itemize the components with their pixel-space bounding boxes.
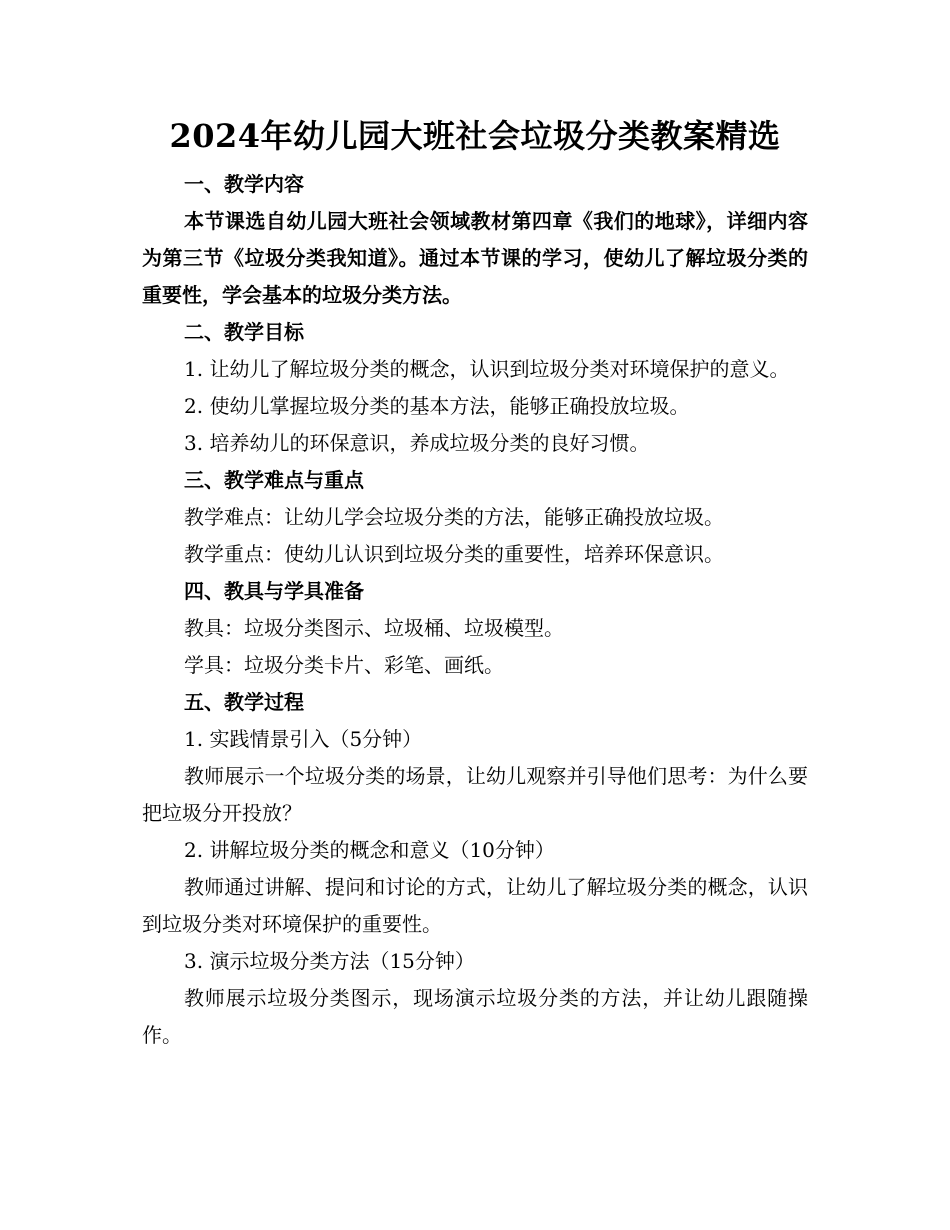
process-step-1-title: 1. 实践情景引入（5分钟） bbox=[184, 727, 423, 751]
section-heading-process: 五、教学过程 bbox=[184, 690, 304, 714]
process-step-3-title: 3. 演示垃圾分类方法（15分钟） bbox=[184, 949, 475, 973]
process-step-3-text: 教师展示垃圾分类图示，现场演示垃圾分类的方法，并让幼儿跟随操作。 bbox=[142, 986, 808, 1047]
section-heading-materials: 四、教具与学具准备 bbox=[184, 579, 364, 603]
section-heading-difficulties: 三、教学难点与重点 bbox=[184, 468, 364, 492]
section-heading-goals: 二、教学目标 bbox=[184, 320, 304, 344]
key-point-item: 教学重点：使幼儿认识到垃圾分类的重要性，培养环保意识。 bbox=[184, 542, 724, 566]
content-paragraph: 本节课选自幼儿园大班社会领域教材第四章《我们的地球》，详细内容为第三节《垃圾分类我知道》。通过本节课的学习，使幼儿了解垃圾分类的重要性，学会基本的垃圾分类方法。 bbox=[142, 209, 808, 307]
goal-item-3: 3. 培养幼儿的环保意识，养成垃圾分类的良好习惯。 bbox=[184, 431, 650, 455]
student-materials: 学具：垃圾分类卡片、彩笔、画纸。 bbox=[184, 653, 504, 677]
teacher-materials: 教具：垃圾分类图示、垃圾桶、垃圾模型。 bbox=[184, 616, 564, 640]
document-title: 2024年幼儿园大班社会垃圾分类教案精选 bbox=[169, 117, 781, 155]
process-step-2-title: 2. 讲解垃圾分类的概念和意义（10分钟） bbox=[184, 838, 555, 862]
goal-item-2: 2. 使幼儿掌握垃圾分类的基本方法，能够正确投放垃圾。 bbox=[184, 394, 690, 418]
document-body bbox=[142, 166, 808, 1054]
process-step-2-text: 教师通过讲解、提问和讨论的方式，让幼儿了解垃圾分类的概念，认识到垃圾分类对环境保护的重要性。 bbox=[142, 875, 808, 936]
goal-item-1: 1. 让幼儿了解垃圾分类的概念，认识到垃圾分类对环境保护的意义。 bbox=[184, 357, 790, 381]
difficulty-item: 教学难点：让幼儿学会垃圾分类的方法，能够正确投放垃圾。 bbox=[184, 505, 724, 529]
section-heading-content: 一、教学内容 bbox=[184, 172, 304, 196]
process-step-1-text: 教师展示一个垃圾分类的场景，让幼儿观察并引导他们思考：为什么要把垃圾分开投放？ bbox=[142, 764, 808, 825]
